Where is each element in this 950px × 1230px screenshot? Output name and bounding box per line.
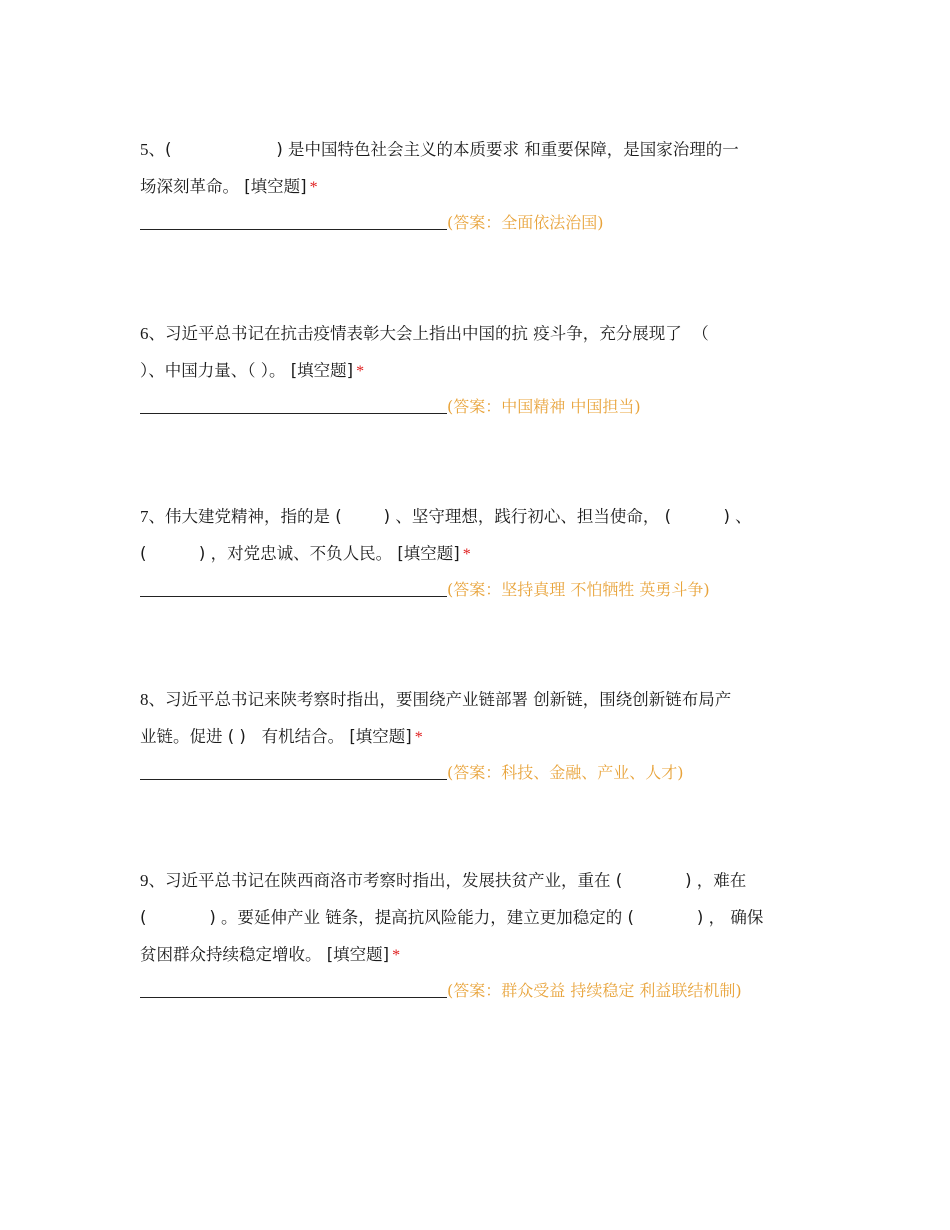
answer-input[interactable]	[140, 391, 447, 414]
question-number: 7	[140, 507, 149, 526]
answer-text: (答案：全面依法治国)	[447, 213, 604, 232]
question-text-line	[140, 718, 820, 755]
question-text-line	[140, 899, 820, 936]
question-text-line	[140, 352, 820, 389]
question-text: 场深刻革命。 [填空题]	[140, 177, 307, 196]
question-text-line	[140, 862, 820, 899]
question-text: 业链。促进 ( ) 有机结合。 [填空题]	[140, 727, 412, 746]
question-text-line	[140, 315, 820, 352]
question-text: 、伟大建党精神，指的是 ( ) 、坚守理想，践行初心、担当使命， ( ) 、	[148, 507, 752, 526]
question-text: ）、中国力量、（ ）。 [填空题]	[140, 361, 354, 380]
answer-input[interactable]	[140, 975, 447, 998]
question-5	[140, 131, 820, 241]
question-text-line	[140, 498, 820, 535]
question-text-line	[140, 168, 820, 205]
question-8	[140, 681, 820, 791]
question-number: 9	[140, 871, 149, 890]
question-text-line	[140, 131, 820, 168]
question-9	[140, 862, 820, 1009]
question-number: 6	[140, 324, 149, 343]
question-6	[140, 315, 820, 425]
question-text: 、( ) 是中国特色社会主义的本质要求 和重要保障，是国家治理的一	[148, 140, 739, 159]
question-number: 5	[140, 140, 149, 159]
answer-input[interactable]	[140, 574, 447, 597]
question-number: 8	[140, 690, 149, 709]
answer-row	[140, 205, 820, 241]
question-text: 贫困群众持续稳定增收。 [填空题]	[140, 945, 390, 964]
question-7	[140, 498, 820, 608]
answer-row	[140, 572, 820, 608]
answer-text: (答案：科技、金融、产业、人才)	[447, 763, 684, 782]
answer-input[interactable]	[140, 207, 447, 230]
required-mark: *	[462, 546, 471, 563]
question-text-line	[140, 936, 820, 973]
answer-text: (答案：群众受益 持续稳定 利益联结机制)	[447, 981, 742, 1000]
answer-row	[140, 973, 820, 1009]
required-mark: *	[356, 363, 365, 380]
answer-text: (答案：坚持真理 不怕牺牲 英勇斗争)	[447, 580, 710, 599]
required-mark: *	[392, 947, 401, 964]
answer-row	[140, 389, 820, 425]
question-text-line	[140, 681, 820, 718]
question-text: ( ) ，对党忠诚、不负人民。 [填空题]	[140, 544, 460, 563]
question-text-line	[140, 535, 820, 572]
question-text: 、习近平总书记在抗击疫情表彰大会上指出中国的抗 疫斗争，充分展现了 （	[148, 324, 709, 343]
answer-text: (答案：中国精神 中国担当)	[447, 397, 641, 416]
required-mark: *	[414, 729, 423, 746]
question-text: 、习近平总书记来陕考察时指出，要围绕产业链部署 创新链，围绕创新链布局产	[148, 690, 732, 709]
answer-input[interactable]	[140, 757, 447, 780]
question-text: ( ) 。要延伸产业 链条，提高抗风险能力，建立更加稳定的 ( ) ， 确保	[140, 908, 764, 927]
answer-row	[140, 755, 820, 791]
required-mark: *	[309, 179, 318, 196]
question-text: 、习近平总书记在陕西商洛市考察时指出，发展扶贫产业，重在 ( ) ，难在	[148, 871, 747, 890]
